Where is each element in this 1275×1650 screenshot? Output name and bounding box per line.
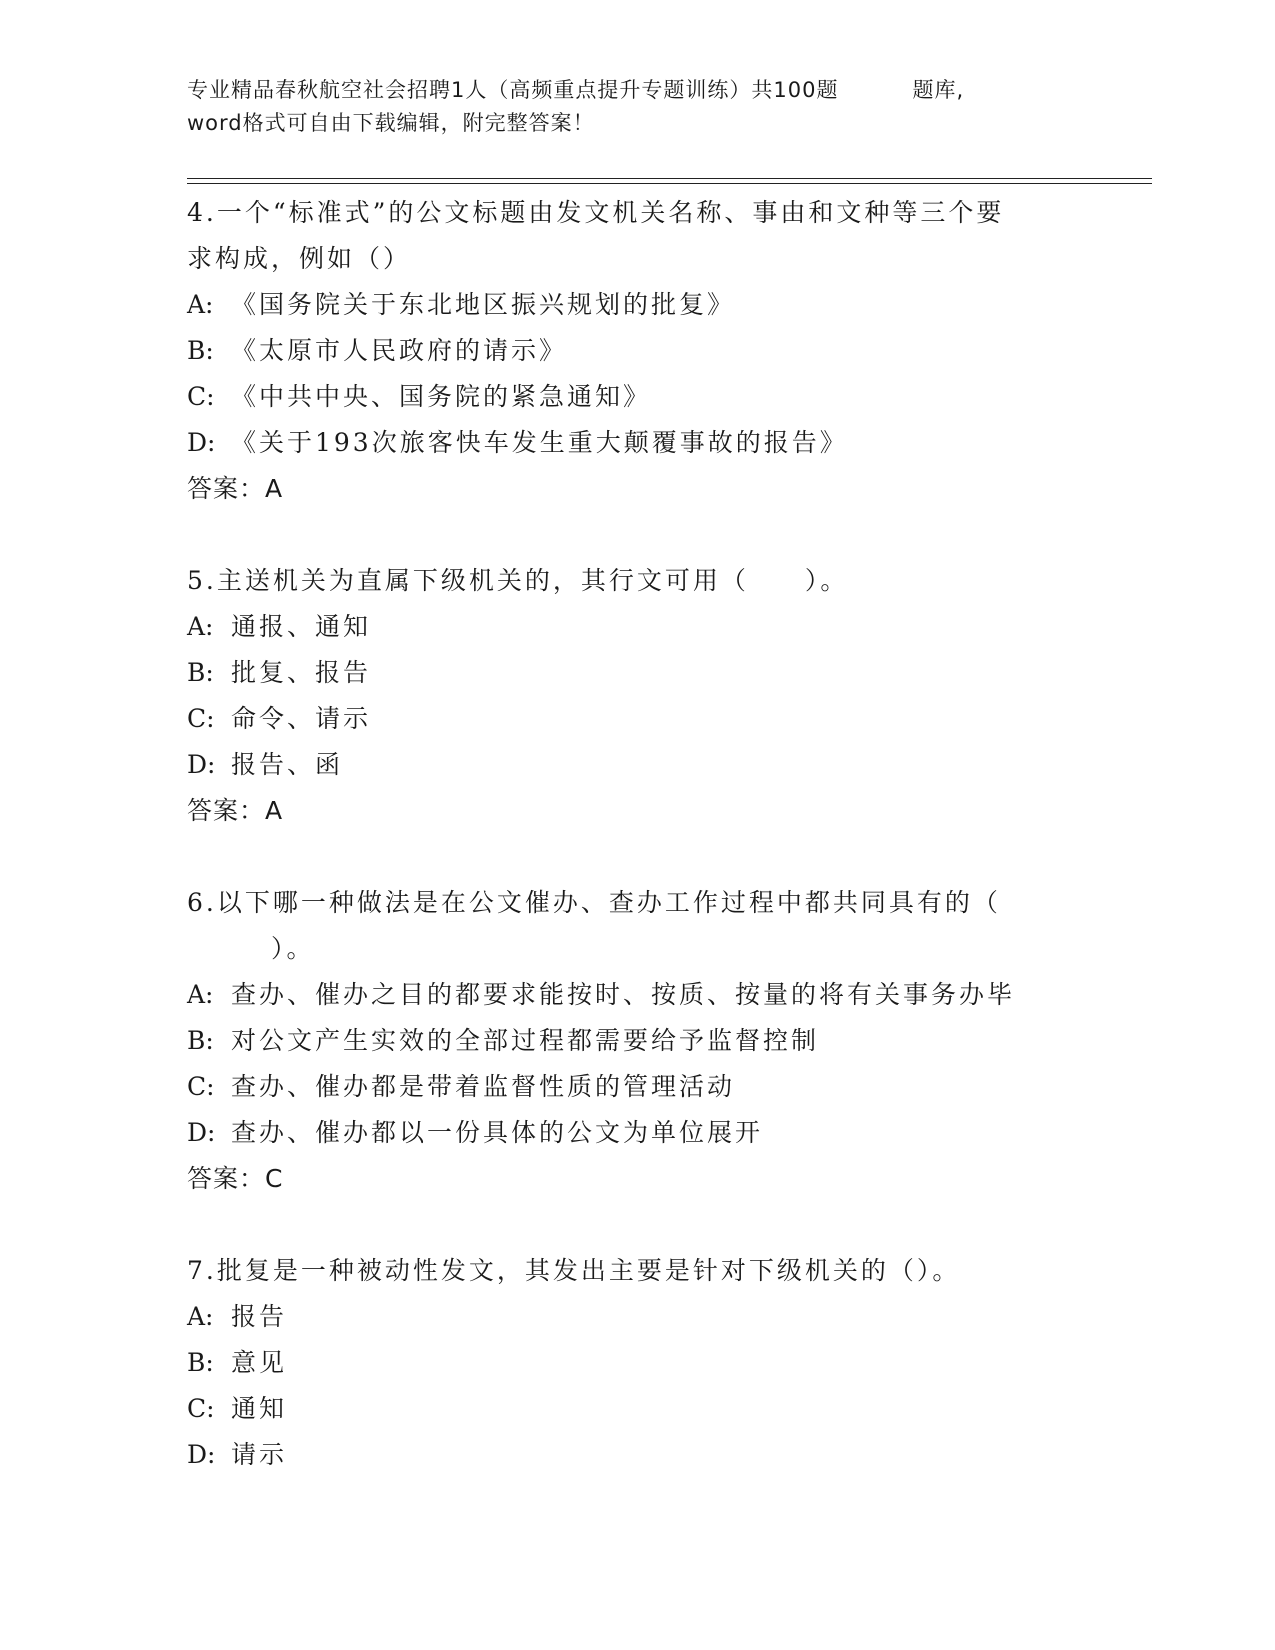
- option-row: [187, 420, 1087, 466]
- option-letter: B:: [187, 1348, 214, 1377]
- option-text: 通知: [231, 1394, 288, 1423]
- question-block: [187, 880, 1087, 1202]
- question-stem-continued: 求构成，例如（）: [187, 244, 412, 273]
- option-text: 《国务院关于东北地区振兴规划的批复》: [231, 290, 736, 319]
- option-letter: B:: [187, 1026, 214, 1055]
- document-header: [187, 74, 1087, 140]
- header-divider-bottom: [187, 183, 1152, 184]
- option-text: 通报、通知: [231, 612, 372, 641]
- answer-line: 答案：A: [187, 796, 284, 825]
- question-stem: 6.以下哪一种做法是在公文催办、查办工作过程中都共同具有的（: [187, 888, 1001, 917]
- question-stem: 4.一个“标准式”的公文标题由发文机关名称、事由和文种等三个要: [187, 198, 1005, 227]
- question-block: [187, 190, 1087, 512]
- option-row: [187, 1294, 1087, 1340]
- option-row: [187, 1386, 1087, 1432]
- question-stem: 7.批复是一种被动性发文，其发出主要是针对下级机关的（）。: [187, 1256, 961, 1285]
- option-text: 对公文产生实效的全部过程都需要给予监督控制: [231, 1026, 820, 1055]
- option-text: 命令、请示: [231, 704, 372, 733]
- option-letter: D:: [187, 750, 216, 779]
- option-text: 意见: [231, 1348, 288, 1377]
- option-row: [187, 972, 1087, 1018]
- header-title: 专业精品春秋航空社会招聘1人（高频重点提升专题训练）共100题: [187, 78, 839, 102]
- option-row: [187, 604, 1087, 650]
- option-text: 《关于193次旅客快车发生重大颠覆事故的报告》: [231, 428, 848, 457]
- header-title-suffix: 题库,: [912, 78, 965, 102]
- header-divider-top: [187, 178, 1152, 179]
- option-row: [187, 696, 1087, 742]
- option-letter: C:: [187, 704, 215, 733]
- option-row: [187, 1432, 1087, 1478]
- option-letter: A:: [187, 980, 214, 1009]
- option-row: [187, 742, 1087, 788]
- option-letter: A:: [187, 290, 214, 319]
- question-stem: 5.主送机关为直属下级机关的，其行文可用（ ）。: [187, 566, 849, 595]
- option-letter: C:: [187, 382, 215, 411]
- option-text: 《太原市人民政府的请示》: [231, 336, 568, 365]
- option-row: [187, 650, 1087, 696]
- option-letter: A:: [187, 612, 214, 641]
- option-row: [187, 1018, 1087, 1064]
- option-letter: A:: [187, 1302, 214, 1331]
- option-text: 查办、催办都是带着监督性质的管理活动: [231, 1072, 736, 1101]
- option-text: 请示: [231, 1440, 288, 1469]
- option-letter: D:: [187, 1440, 216, 1469]
- option-row: [187, 328, 1087, 374]
- question-block: [187, 1248, 1087, 1478]
- option-row: [187, 282, 1087, 328]
- option-row: [187, 1340, 1087, 1386]
- option-letter: B:: [187, 658, 214, 687]
- header-line-1: [187, 74, 1087, 107]
- option-letter: C:: [187, 1394, 215, 1423]
- option-text: 查办、催办都以一份具体的公文为单位展开: [231, 1118, 764, 1147]
- option-text: 查办、催办之目的都要求能按时、按质、按量的将有关事务办毕: [231, 980, 1016, 1009]
- option-row: [187, 374, 1087, 420]
- option-text: 《中共中央、国务院的紧急通知》: [231, 382, 652, 411]
- question-list: [187, 190, 1087, 1524]
- question-stem-continued: ）。: [187, 934, 315, 963]
- option-letter: C:: [187, 1072, 215, 1101]
- option-text: 批复、报告: [231, 658, 372, 687]
- header-line-2: word格式可自由下载编辑，附完整答案！: [187, 111, 595, 135]
- option-letter: D:: [187, 428, 216, 457]
- question-block: [187, 558, 1087, 834]
- option-text: 报告、函: [231, 750, 344, 779]
- answer-line: 答案：A: [187, 474, 284, 503]
- option-text: 报告: [231, 1302, 288, 1331]
- option-letter: B:: [187, 336, 214, 365]
- answer-line: 答案：C: [187, 1164, 284, 1193]
- option-letter: D:: [187, 1118, 216, 1147]
- option-row: [187, 1064, 1087, 1110]
- option-row: [187, 1110, 1087, 1156]
